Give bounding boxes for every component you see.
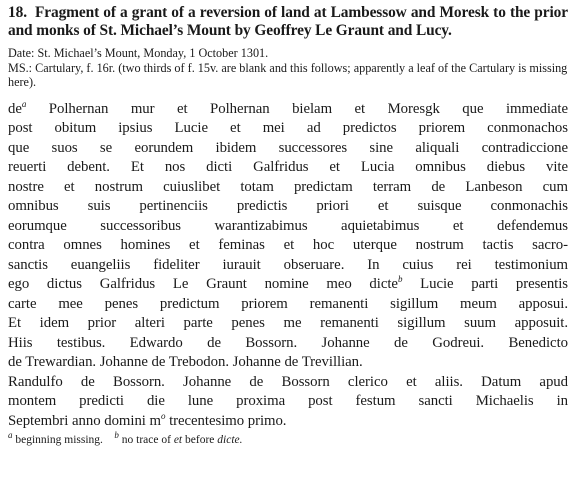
footnote-a-mark: a xyxy=(8,430,13,441)
body-line: $de^a$ Polhernan mur et Polhernan bielam et Moresgk que immediate xyxy=(8,98,568,117)
body-line: Randulfo de Bossorn. Johanne de Bossorn clerico et aliis. Datum apud xyxy=(8,373,568,390)
ms-line: MS.: Cartulary, f. 16r. (two thirds of f. 15v. are blank and this follows; apparently a leaf of the Cartulary is missing here). xyxy=(8,60,568,89)
footnotes xyxy=(8,430,568,447)
document-body xyxy=(8,100,568,432)
footnote-b-italic: et xyxy=(173,434,183,446)
body-line: montem predicti die lune proxima post festum sancti Michaelis in xyxy=(8,393,568,409)
document-heading xyxy=(8,4,568,40)
document-number: 18. xyxy=(8,4,27,21)
body-line: sanctis euangeliis fideliter iurauit obseruare. In cuius rei testimonium xyxy=(8,256,568,273)
footnote-a-text: beginning missing. xyxy=(15,434,103,446)
body-line: de Trewardian. Johanne de Trebodon. Johanne de Trevillian. xyxy=(8,354,363,370)
footnote-mark-b: b xyxy=(397,274,403,285)
document-title: Fragment of a grant of a reversion of land at Lambessow and Moresk to the prior and monks of St. Michael’s Mount by Geoffrey Le Graunt and Lucy. xyxy=(8,4,568,39)
body-line: post obitum ipsius Lucie et mei ad predictos priorem conmonachos xyxy=(8,120,568,136)
document-meta xyxy=(8,46,568,90)
footnote-b-italic2: dicte. xyxy=(217,434,243,446)
body-line: omnibus suis pertinenciis predictis priori et suisque conmonachis xyxy=(8,198,568,214)
footnote-b-text: no trace of xyxy=(121,434,171,446)
ordinal-superscript: o xyxy=(160,410,166,421)
body-line: que suos se eorundem ibidem successores sine aliquali contradiccione xyxy=(8,139,568,156)
body-line: Hiis testibus. Edwardo de Bossorn. Johanne de Godreui. Benedicto xyxy=(8,334,568,351)
body-line: ego dictus Galfridus Le Graunt nomine meo dicte$^b$ Lucie parti presentis xyxy=(8,274,568,292)
body-line: reuerti debent. Et nos dicti Galfridus et Lucia omnibus diebus vite xyxy=(8,159,568,175)
body-line: eorumque successoribus warantizabimus aquietabimus et defendemus xyxy=(8,217,568,234)
footnote-mark-a: a xyxy=(21,98,27,109)
footnote-b-after: before xyxy=(185,434,215,446)
body-line: Et idem prior alteri parte penes me remanenti sigillum suum apposuit. xyxy=(8,315,568,331)
body-line: Septembri anno domini $m^o$ trecentesimo primo. xyxy=(8,410,287,429)
body-line: contra omnes homines et feminas et hoc uterque nostrum tactis sacro- xyxy=(8,237,568,253)
body-line: nostre et nostrum cuiuslibet totam predictam terram de Lanbeson cum xyxy=(8,178,568,195)
date-line: Date: St. Michael’s Mount, Monday, 1 October 1301. xyxy=(8,46,269,60)
footnote-b-mark: b xyxy=(114,430,119,441)
body-line: carte mee penes predictum priorem remanenti sigillum meum apposui. xyxy=(8,295,568,312)
